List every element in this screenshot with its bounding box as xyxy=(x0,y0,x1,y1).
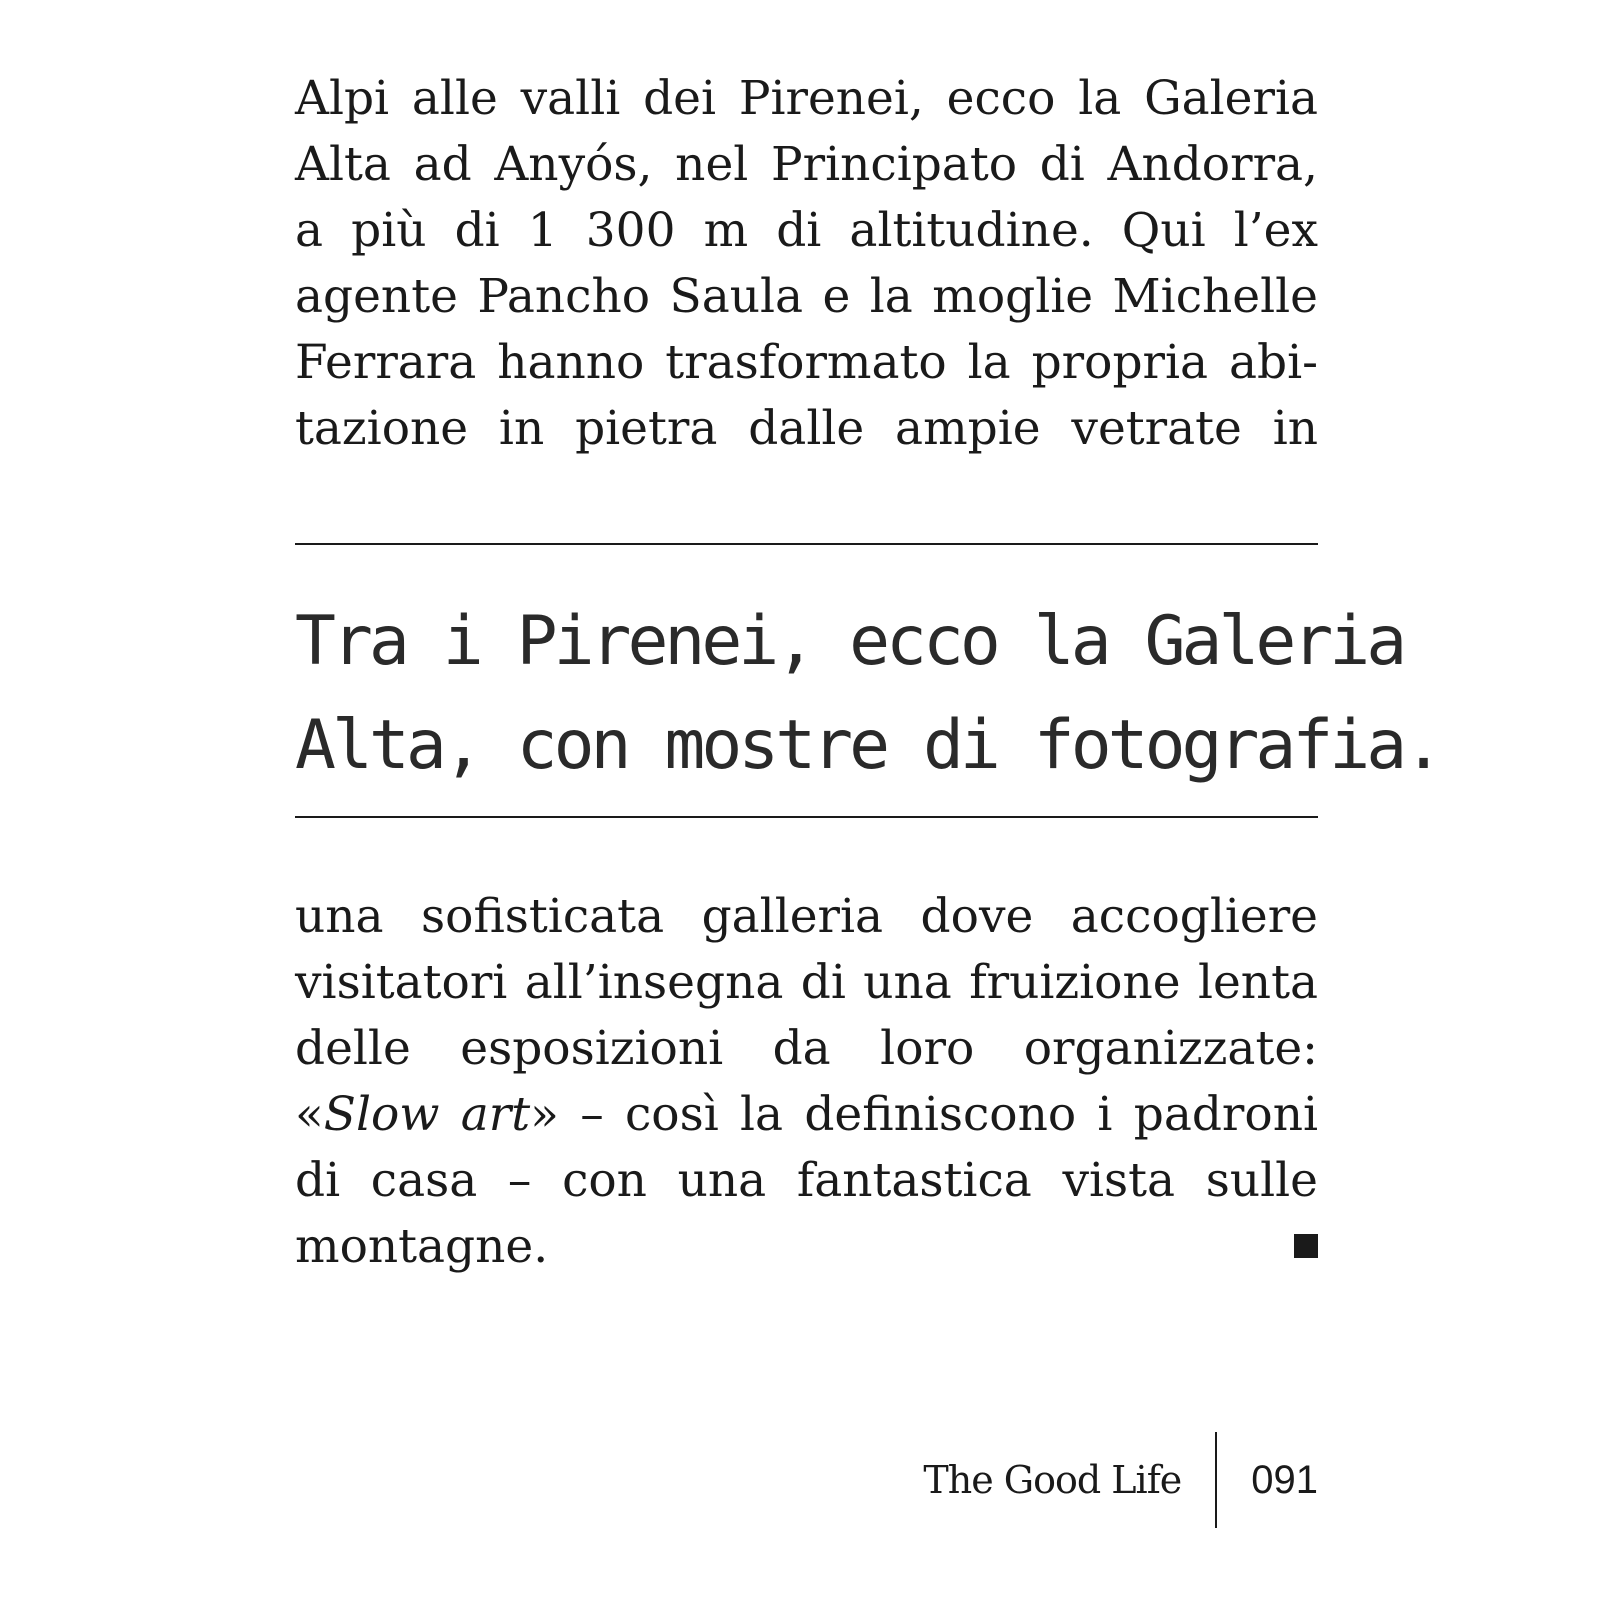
black-square-icon xyxy=(1294,1234,1318,1258)
article-paragraph-1 xyxy=(295,66,1318,462)
text-line: tazione in pietra dalle ampie vetrate in xyxy=(295,401,1318,456)
text-line: una sofisticata galleria dove accogliere xyxy=(295,889,1318,944)
pull-quote-line: Tra i Pirenei, ecco la Galeria xyxy=(295,602,1404,681)
open-quote: « xyxy=(295,1087,324,1142)
text-line: delle esposizioni da loro organizzate: xyxy=(295,1021,1318,1076)
text-line: visitatori all’insegna di una fruizione lenta xyxy=(295,955,1318,1010)
text-line: di casa – con una fantastica vista sulle xyxy=(295,1153,1318,1208)
text-line: a più di 1 300 m di altitudine. Qui l’ex xyxy=(295,203,1318,258)
text-line: Ferrara hanno trasformato la propria abi- xyxy=(295,335,1318,390)
pull-quote-line: Alta, con mostre di fotografia. xyxy=(295,706,1441,785)
article-paragraph-2 xyxy=(295,884,1318,1280)
pull-quote xyxy=(295,590,1441,798)
text-fragment: montagne. xyxy=(295,1219,549,1274)
text-line: Alpi alle valli dei Pirenei, ecco la Galeria xyxy=(295,71,1318,126)
page-footer xyxy=(923,1432,1318,1528)
text-line xyxy=(295,1082,1318,1148)
text-line: Alta ad Anyós, nel Principato di Andorra, xyxy=(295,137,1318,192)
pull-quote-top-rule xyxy=(295,543,1318,545)
italic-phrase: Slow art xyxy=(323,1087,531,1142)
pull-quote-bottom-rule xyxy=(295,816,1318,818)
page-number: 091 xyxy=(1251,1457,1318,1502)
text-line-last xyxy=(295,1214,1318,1280)
text-line: agente Pancho Saula e la moglie Michelle xyxy=(295,269,1318,324)
magazine-name: The Good Life xyxy=(923,1458,1182,1502)
text-fragment: » – così la definiscono i padroni xyxy=(530,1087,1318,1142)
